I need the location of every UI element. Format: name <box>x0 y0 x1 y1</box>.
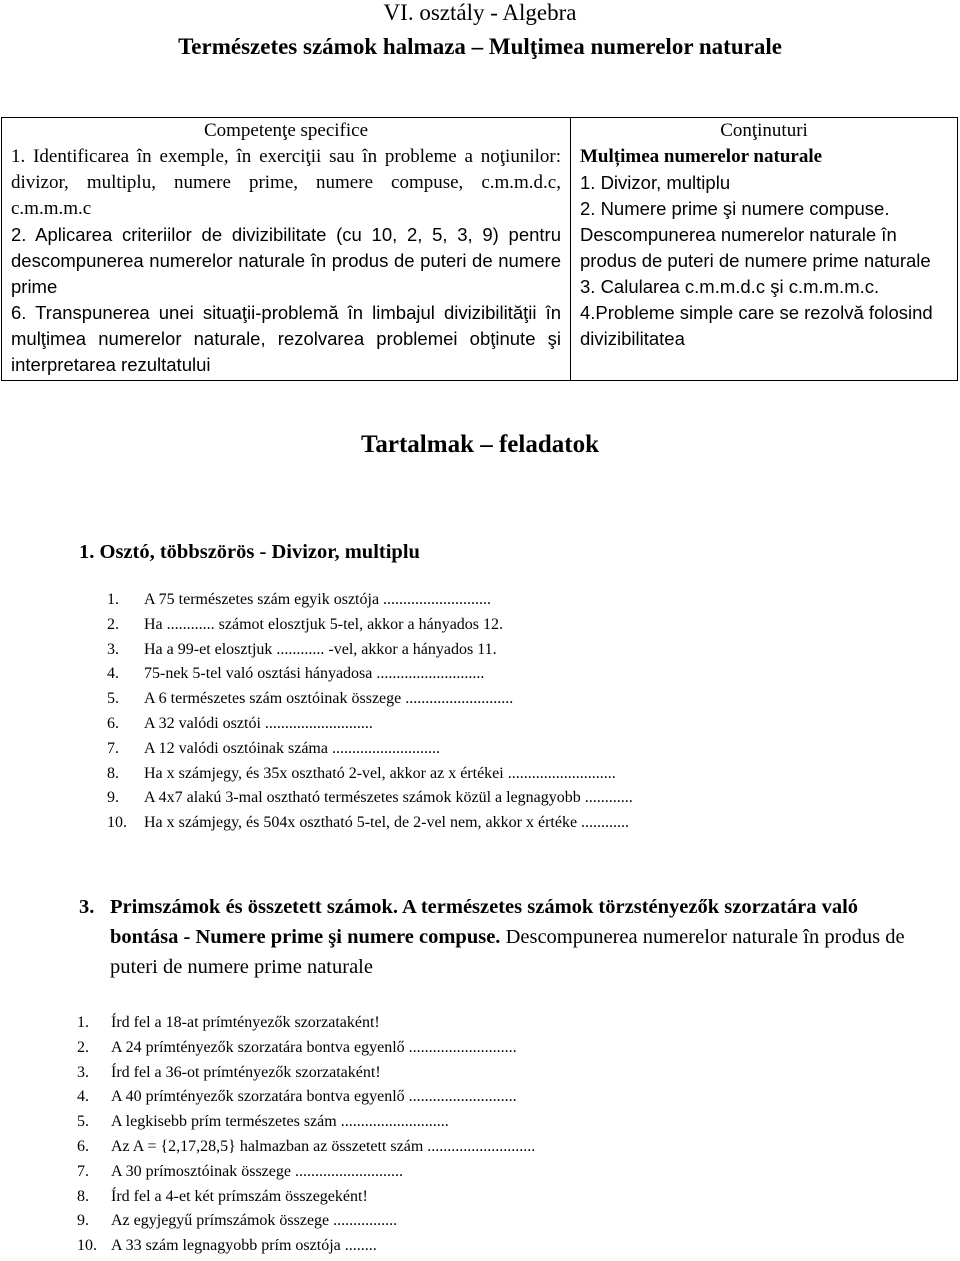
competence-row <box>2 118 958 381</box>
task-text: A 6 természetes szám osztóinak összege ........................... <box>144 690 514 708</box>
task-text: Az A = {2,17,28,5} halmazban az összetett szám ........................... <box>111 1137 536 1155</box>
task-text: A 30 prímosztóinak összege ........................... <box>111 1162 403 1180</box>
contents-title: Mulțimea numerelor naturale <box>580 146 823 167</box>
task-number: 5. <box>77 1113 89 1131</box>
contents-heading: Conţinuturi <box>720 120 808 141</box>
contents-cell <box>571 118 958 381</box>
section3-number: 3. <box>79 896 95 918</box>
task-number: 6. <box>77 1137 89 1155</box>
task-text: Ha x számjegy, és 35x osztható 2-vel, akkor az x értékei ........................... <box>144 764 616 782</box>
topic-title: Természetes számok halmaza – Mulţimea numerelor naturale <box>178 34 782 59</box>
tasks-heading: Tartalmak – feladatok <box>361 431 599 458</box>
section3-title-ro: Numere prime şi numere compuse. <box>195 926 501 948</box>
task-number: 1. <box>77 1014 89 1031</box>
task-number: 2. <box>107 615 119 633</box>
task-number: 3. <box>77 1063 89 1081</box>
task-text: Írd fel a 18-at prímtényezők szorzataként! <box>111 1014 380 1031</box>
contents-item-3: 3. Calularea c.m.m.d.c şi c.m.m.m.c. <box>580 276 880 297</box>
task-number: 2. <box>77 1038 89 1056</box>
task-text: Írd fel a 36-ot prímtényezők szorzataként! <box>111 1063 381 1081</box>
task-text: A 4x7 alakú 3-mal osztható természetes számok közül a legnagyobb ............ <box>144 789 633 807</box>
task-text: A 32 valódi osztói ........................... <box>144 714 373 732</box>
section3-title-hu: Primszámok és összetett számok. A természetes számok törzstényezők szorzatára való bontása <box>110 896 859 948</box>
competence-item-1: 1. Identificarea în exemple, în exerciţii sau în probleme a noţiunilor: divizor, multiplu, numere prime, numere compuse, c.m.m.d.c, c.m.m.m.c <box>11 146 561 219</box>
competence-item-2: 2. Aplicarea criteriilor de divizibilitate (cu 10, 2, 5, 3, 9) pentru descompunerea numerelor naturale în produs de puteri de numere prime <box>11 224 561 297</box>
contents-item-2: 2. Numere prime şi numere compuse. Descompunerea numerelor naturale în produs de puteri de numere prime naturale <box>580 198 931 271</box>
task-number: 4. <box>77 1088 89 1106</box>
section3-title-sep: - <box>178 926 196 948</box>
task-number: 8. <box>107 764 119 782</box>
section3-title <box>79 892 909 982</box>
task-text: Ha x számjegy, és 504x osztható 5-tel, de 2-vel nem, akkor x értéke ............ <box>144 814 630 832</box>
grade-title: VI. osztály - Algebra <box>383 0 577 25</box>
competences-cell <box>2 118 571 381</box>
task-number: 6. <box>107 714 119 732</box>
task-text: 75-nek 5-tel való osztási hányadosa ........................... <box>144 665 485 683</box>
task-number: 5. <box>107 690 119 708</box>
task-number: 9. <box>77 1212 89 1230</box>
task-text: Ha a 99-et elosztjuk ............ -vel, akkor a hányados 11. <box>144 640 497 658</box>
contents-item-1: 1. Divizor, multiplu <box>580 172 731 193</box>
competence-table <box>1 117 958 381</box>
task-number: 10. <box>77 1237 97 1255</box>
task-text: A legkisebb prím természetes szám ........................... <box>111 1113 449 1131</box>
section1-title: 1. Osztó, többszörös - Divizor, multiplu <box>79 541 420 563</box>
task-text: A 33 szám legnagyobb prím osztója ........ <box>111 1237 377 1255</box>
section3-title-body <box>110 892 909 982</box>
task-number: 1. <box>107 591 119 608</box>
task-number: 4. <box>107 665 119 683</box>
competence-item-6: 6. Transpunerea unei situaţii-problemă în limbajul divizibilităţii în mulţimea numerelor naturale, rezolvarea problemei obţinute şi interpretarea rezultatului <box>11 302 561 375</box>
task-number: 7. <box>107 739 119 757</box>
task-text: A 40 prímtényezők szorzatára bontva egyenlő ........................... <box>111 1088 517 1106</box>
task-number: 3. <box>107 640 119 658</box>
task-text: Az egyjegyű prímszámok összege ................ <box>111 1212 398 1230</box>
task-text: A 24 prímtényezők szorzatára bontva egyenlő ........................... <box>111 1038 517 1056</box>
contents-item-4: 4.Probleme simple care se rezolvă folosind divizibilitatea <box>580 302 933 349</box>
section3-title-ro-rest: Descompunerea numerelor naturale în produs de puteri de numere prime naturale <box>110 926 905 978</box>
task-number: 10. <box>107 814 127 832</box>
task-text: Írd fel a 4-et két prímszám összegeként! <box>111 1187 368 1205</box>
competences-heading: Competenţe specifice <box>203 120 369 141</box>
task-text: Ha ............ számot elosztjuk 5-tel, akkor a hányados 12. <box>144 615 504 633</box>
task-number: 7. <box>77 1162 89 1180</box>
task-text: A 75 természetes szám egyik osztója ........................... <box>144 591 492 608</box>
task-text: A 12 valódi osztóinak száma ........................... <box>144 739 440 757</box>
task-number: 9. <box>107 789 119 807</box>
task-number: 8. <box>77 1187 89 1205</box>
